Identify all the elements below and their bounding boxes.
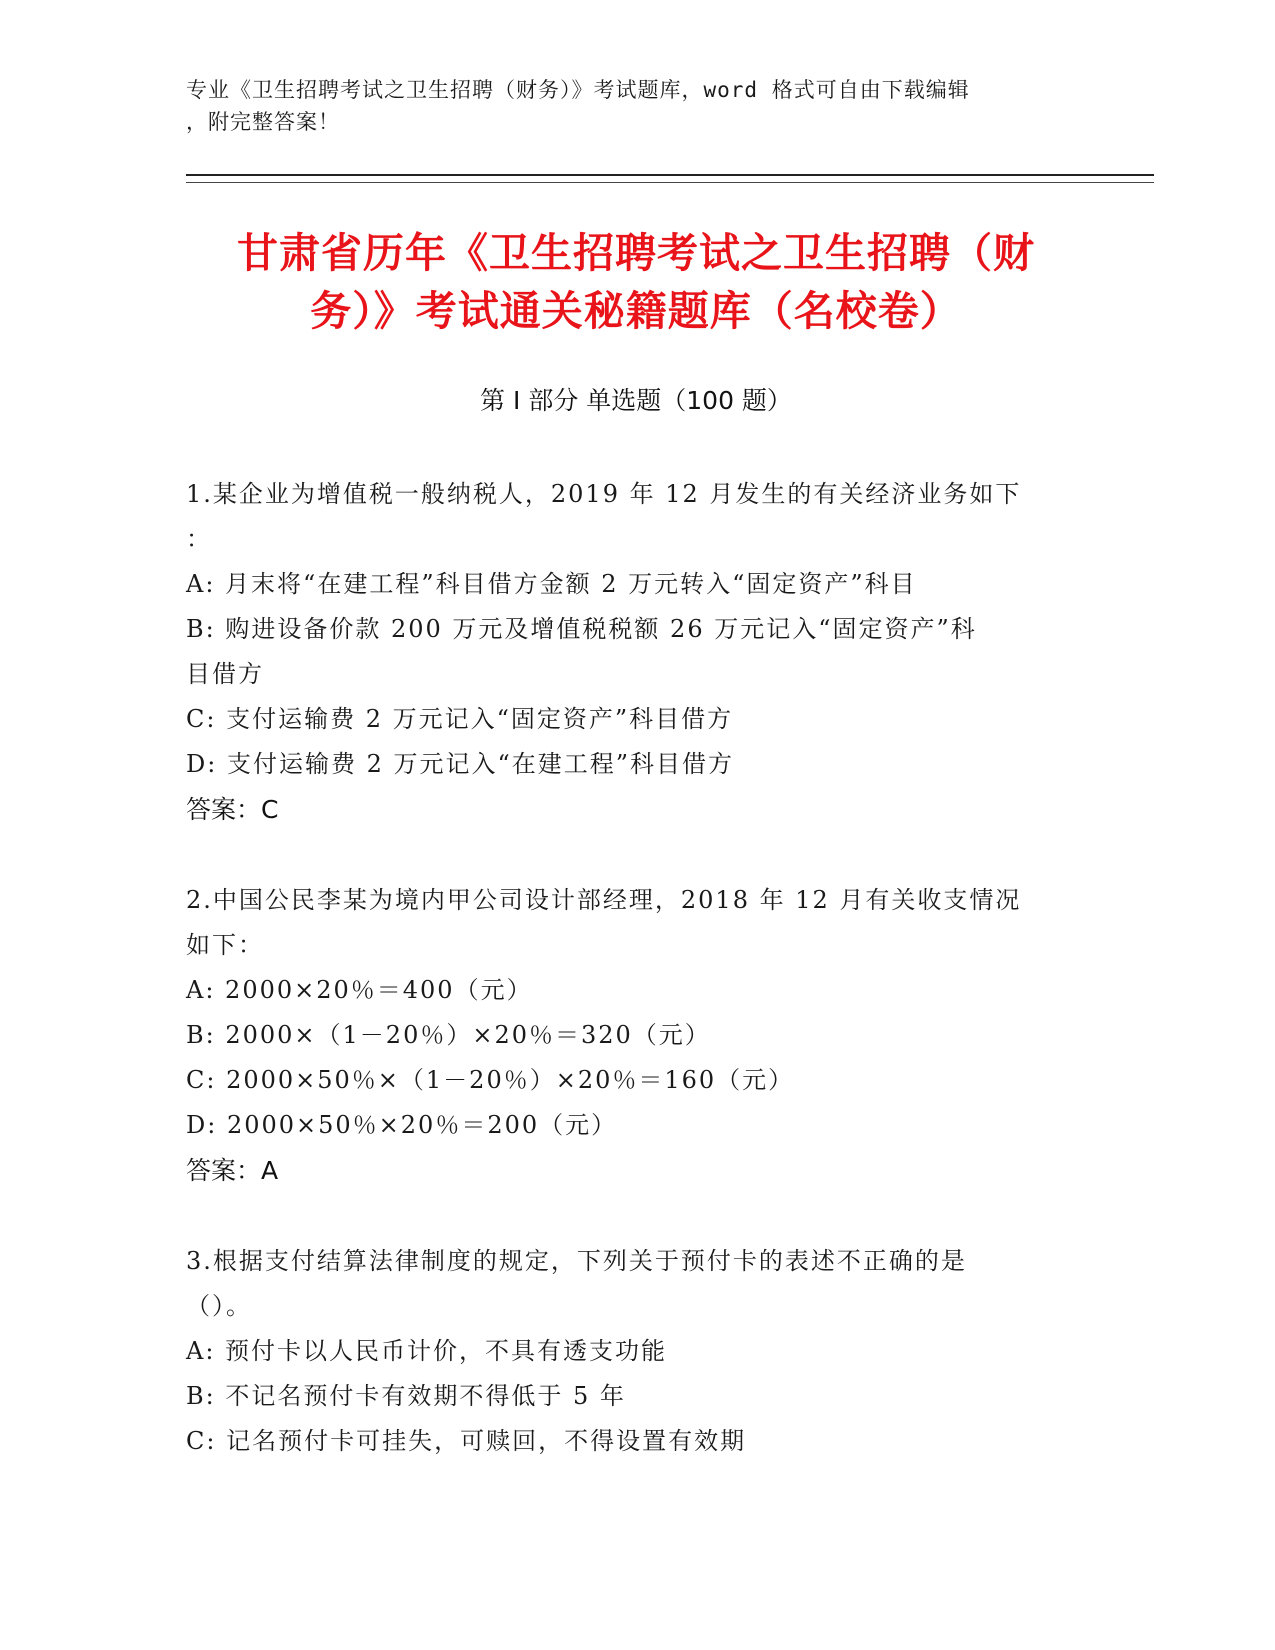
header-divider-thin (186, 182, 1154, 183)
option-d: D: 2000×50％×20％＝200（元） (186, 1111, 618, 1139)
question-stem: 如下： (186, 931, 264, 959)
question-stem: ： (186, 525, 212, 553)
header-note (186, 74, 1086, 138)
question-stem: 3.根据支付结算法律制度的规定，下列关于预付卡的表述不正确的是 (186, 1247, 967, 1275)
option-b: 目借方 (186, 660, 264, 688)
question-stem: 2.中国公民李某为境内甲公司设计部经理，2018 年 12 月有关收支情况 (186, 886, 1022, 914)
answer-label: 答案：A (186, 1156, 279, 1185)
title-line: 甘肃省历年《卫生招聘考试之卫生招聘（财 (237, 229, 1035, 277)
header-divider-thick (186, 174, 1154, 176)
option-b: B: 2000×（1－20％）×20％＝320（元） (186, 1021, 711, 1049)
option-a: A: 月末将“在建工程”科目借方金额 2 万元转入“固定资产”科目 (186, 570, 917, 598)
question-list (186, 472, 1086, 1510)
title-line: 务）》考试通关秘籍题库（名校卷） (310, 287, 962, 335)
header-note-line: 专业《卫生招聘考试之卫生招聘（财务）》考试题库，word 格式可自由下载编辑 (186, 78, 970, 102)
question-item (186, 472, 1086, 832)
section-heading: 第 I 部分 单选题（100 题） (480, 386, 792, 415)
option-d: D: 支付运输费 2 万元记入“在建工程”科目借方 (186, 750, 735, 778)
answer-label: 答案：C (186, 795, 279, 824)
question-item (186, 878, 1086, 1193)
question-stem: （）。 (186, 1292, 252, 1320)
document-title (186, 224, 1086, 340)
question-stem: 1.某企业为增值税一般纳税人，2019 年 12 月发生的有关经济业务如下 (186, 480, 1022, 508)
option-a: A: 预付卡以人民币计价，不具有透支功能 (186, 1337, 668, 1365)
header-note-line: ，附完整答案！ (186, 110, 340, 134)
question-item (186, 1239, 1086, 1464)
option-b: B: 购进设备价款 200 万元及增值税税额 26 万元记入“固定资产”科 (186, 615, 977, 643)
option-c: C: 2000×50％×（1－20％）×20％＝160（元） (186, 1066, 795, 1094)
option-c: C: 记名预付卡可挂失，可赎回，不得设置有效期 (186, 1427, 747, 1455)
option-c: C: 支付运输费 2 万元记入“固定资产”科目借方 (186, 705, 734, 733)
option-a: A: 2000×20％＝400（元） (186, 976, 533, 1004)
option-b: B: 不记名预付卡有效期不得低于 5 年 (186, 1382, 626, 1410)
